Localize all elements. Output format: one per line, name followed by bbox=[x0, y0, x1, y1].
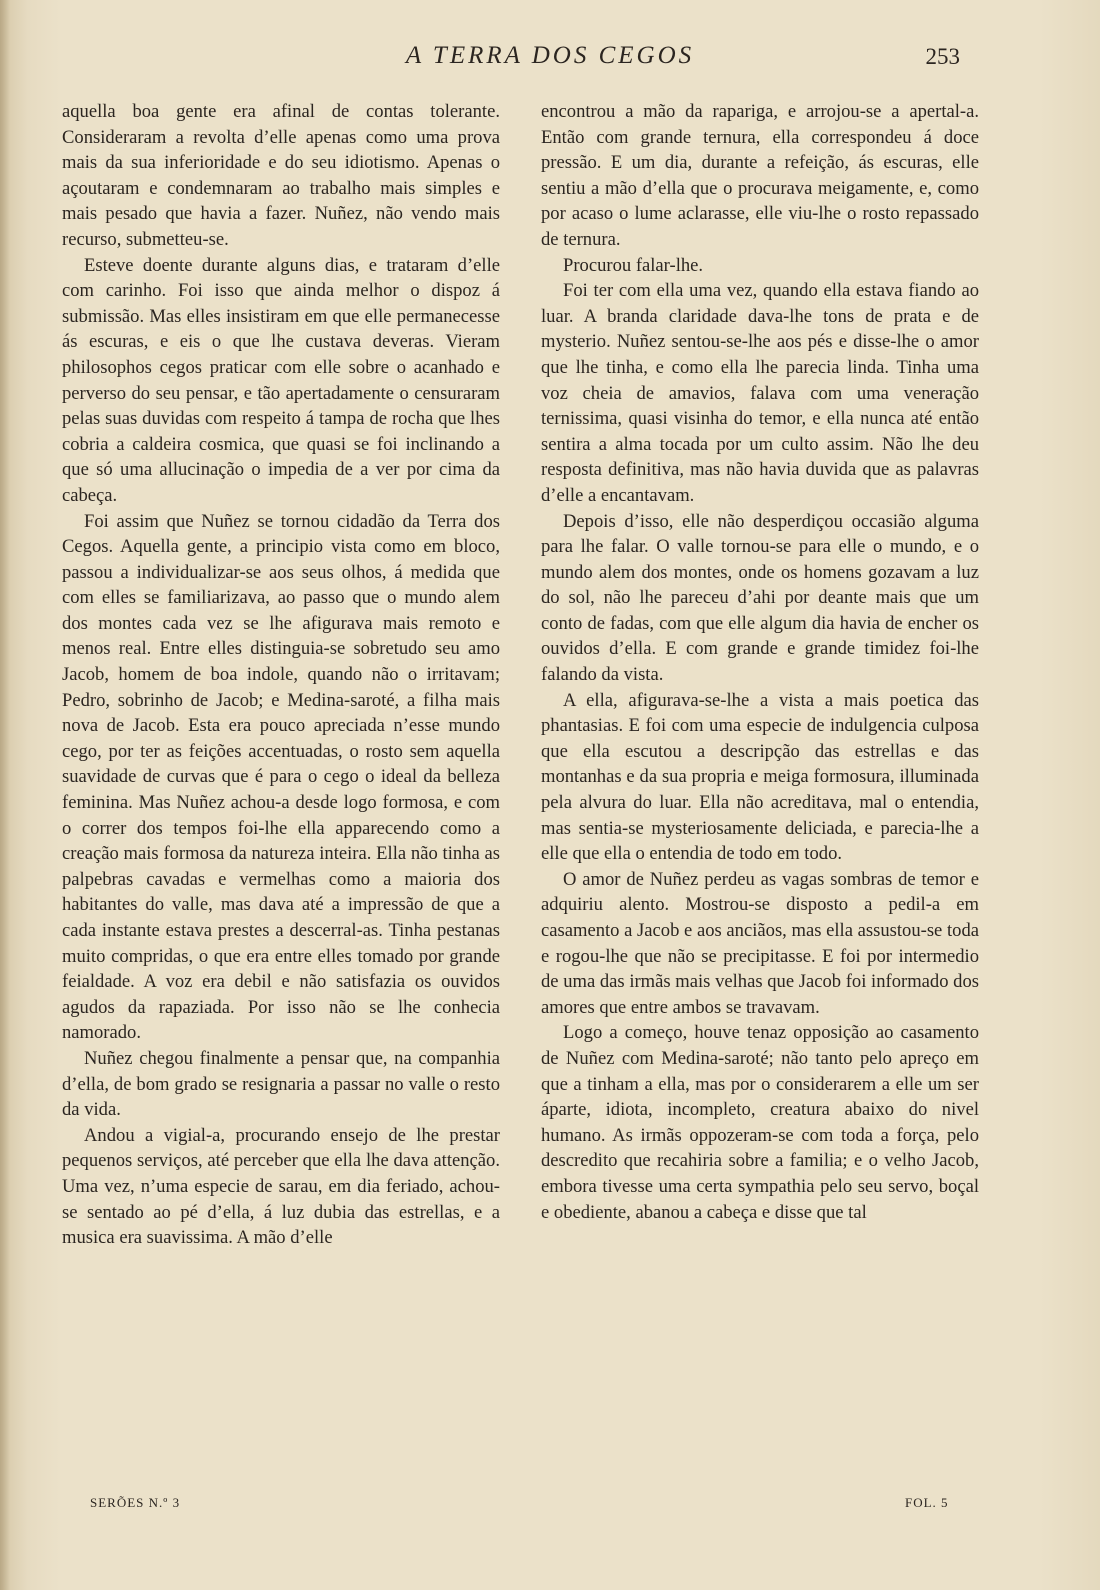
running-title: A TERRA DOS CEGOS bbox=[405, 42, 695, 69]
paragraph: O amor de Nuñez perdeu as vagas sombras de temor e adquiriu alento. Mostrou-se disposto a pedil-a em casamento a Jacob e aos anciãos, mas ella assustou-se toda e rogou-lhe que não se precipitasse. E foi por intermedio de uma das irmãs mais velhas que Jacob foi informado dos amores que entre ambos se travavam. bbox=[541, 868, 979, 1018]
right-column bbox=[541, 99, 979, 1225]
paragraph: Logo a começo, houve tenaz opposição ao casamento de Nuñez com Medina-saroté; não tanto pelo apreço em que a tinham a ella, mas por o considerarem a elle um ser áparte, idiota, incompleto, creatura abaixo do nivel humano. As irmãs oppozeram-se com toda a força, pelo descredito que recahiria sobre a familia; e o velho Jacob, embora tivesse uma certa sympathia pelo seu servo, boçal e obediente, abanou a cabeça e disse que tal bbox=[541, 1022, 979, 1223]
binding-shadow bbox=[0, 0, 10, 1590]
paragraph: Esteve doente durante alguns dias, e trataram d’elle com carinho. Foi isso que ainda melhor o dispoz á submissão. Mas elles insistiram em que elle permanecesse ás escuras, e eis o que lhe custava deveras. Vieram philosophos cegos praticar com elle sobre o acanhado e perverso do seu pensar, e tão apertadamente o censuraram pelas suas duvidas com respeito á tampa de rocha que lhes cobria a caldeira cosmica, que quasi se foi inclinando a que só uma allucinação o impedia de a ver por cima da cabeça. bbox=[62, 254, 500, 506]
paragraph: A ella, afigurava-se-lhe a vista a mais poetica das phantasias. E foi com uma especie de indulgencia culposa que ella escutou a descripção das estrellas e das montanhas e da sua propria e meiga formosura, illuminada pela alvura do luar. Ella não acreditava, mal o entendia, mas sentia-se mysteriosamente deliciada, e parecia-lhe a elle que ella o entendia de todo em todo. bbox=[541, 689, 979, 865]
paragraph: encontrou a mão da rapariga, e arrojou-se a apertal-a. Então com grande ternura, ella correspondeu á doce pressão. E um dia, durante a refeição, ás escuras, elle sentiu a mão d’ella que o procurava meigamente, e, como por acaso o lume aclarasse, elle viu-lhe o rosto repassado de ternura. bbox=[541, 101, 979, 250]
paragraph: Depois d’isso, elle não desperdiçou occasião alguma para lhe falar. O valle tornou-se para elle o mundo, e o mundo alem dos montes, onde os homens gozavam a luz do sol, não lhe pareceu d’ahi por deante mais que um conto de fadas, com que elle algum dia havia de encher os ouvidos d’ella. E com grande e grande timidez foi-lhe falando da vista. bbox=[541, 510, 979, 686]
page-number: 253 bbox=[925, 44, 960, 69]
paragraph: aquella boa gente era afinal de contas tolerante. Consideraram a revolta d’elle apenas como uma prova mais da sua inferioridade e do seu idiotismo. Apenas o açoutaram e condemnaram ao trabalho mais simples e mais pesado que havia a fazer. Nuñez, não vendo mais recurso, submetteu-se. bbox=[62, 101, 500, 250]
paragraph: Foi ter com ella uma vez, quando ella estava fiando ao luar. A branda claridade dava-lhe tons de prata e de mysterio. Nuñez sentou-se-lhe aos pés e disse-lhe o amor que lhe tinha, e como ella lhe parecia linda. Tinha uma voz cheia de amavios, falava com uma veneração ternissima, quasi visinha do temor, e ella nunca até então sentira a alma tocada por um culto assim. Não lhe deu resposta definitiva, mas não havia duvida que as palavras d’elle a encantavam. bbox=[541, 280, 979, 506]
paragraph: Nuñez chegou finalmente a pensar que, na companhia d’ella, de bom grado se resignaria a passar no valle o resto da vida. bbox=[62, 1047, 500, 1121]
signature-mark-left: SERÕES N.º 3 bbox=[90, 1495, 181, 1510]
paragraph: Foi assim que Nuñez se tornou cidadão da Terra dos Cegos. Aquella gente, a principio vista como em bloco, passou a individualizar-se aos seus olhos, á medida que com elles se familiarizava, ao passo que o mundo alem dos montes cada vez se lhe afigurava mais remoto e menos real. Entre elles distinguia-se sobretudo seu amo Jacob, homem de boa indole, quando não o irritavam; Pedro, sobrinho de Jacob; e Medina-saroté, a filha mais nova de Jacob. Esta era pouco apreciada n’esse mundo cego, por ter as feições accentuadas, o rosto sem aquella suavidade de curvas que é para o cego o ideal da belleza feminina. Mas Nuñez achou-a desde logo formosa, e com o correr dos tempos foi-lhe ella apparecendo como a creação mais formosa da natureza inteira. Ella não tinha as palpebras cavadas e vermelhas como a maioria dos habitantes do valle, mas dava até a impressão de que a cada instante estava prestes a descerral-as. Tinha pestanas muito compridas, o que era entre elles tomado por grande feialdade. A voz era debil e não satisfazia os ouvidos agudos da rapaziada. Por isso não se lhe conhecia namorado. bbox=[62, 510, 500, 1044]
page-footer bbox=[0, 1495, 1100, 1519]
left-column bbox=[62, 99, 500, 1251]
signature-mark-right: FOL. 5 bbox=[905, 1495, 949, 1510]
page-header bbox=[0, 38, 1100, 78]
paragraph: Procurou falar-lhe. bbox=[563, 254, 704, 276]
paragraph: Andou a vigial-a, procurando ensejo de lhe prestar pequenos serviços, até perceber que ella lhe dava attenção. Uma vez, n’uma especie de sarau, em dia feriado, achou-se sentado ao pé d’ella, á luz dubia das estrellas, e a musica era suavissima. A mão d’elle bbox=[62, 1124, 500, 1249]
